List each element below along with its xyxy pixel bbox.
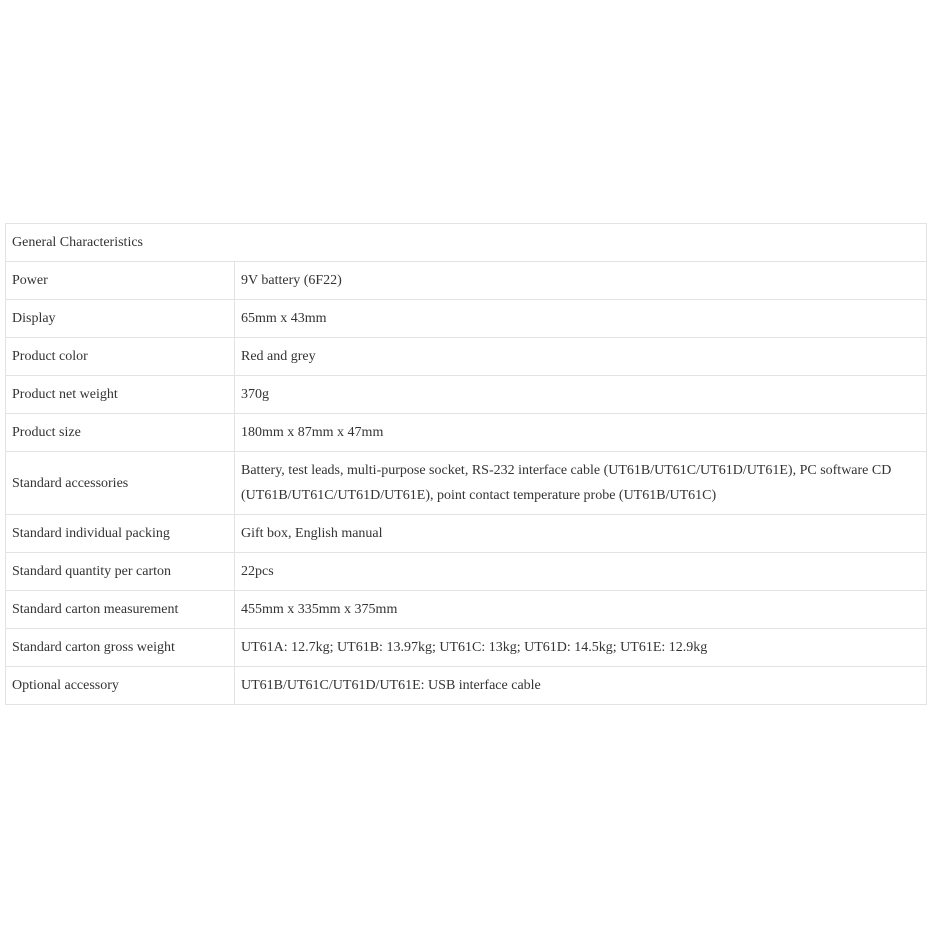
spec-label: Standard quantity per carton bbox=[6, 553, 235, 591]
table-row bbox=[6, 300, 927, 338]
spec-value: 180mm x 87mm x 47mm bbox=[235, 414, 927, 452]
table-row bbox=[6, 667, 927, 705]
spec-label: Standard accessories bbox=[6, 452, 235, 515]
spec-value: UT61B/UT61C/UT61D/UT61E: USB interface cable bbox=[235, 667, 927, 705]
table-row bbox=[6, 553, 927, 591]
spec-value: Red and grey bbox=[235, 338, 927, 376]
table-row bbox=[6, 591, 927, 629]
spec-label: Product size bbox=[6, 414, 235, 452]
table-row bbox=[6, 376, 927, 414]
spec-value: UT61A: 12.7kg; UT61B: 13.97kg; UT61C: 13kg; UT61D: 14.5kg; UT61E: 12.9kg bbox=[235, 629, 927, 667]
table-header: General Characteristics bbox=[6, 224, 927, 262]
spec-value: Battery, test leads, multi-purpose socket, RS-232 interface cable (UT61B/UT61C/UT61D/UT61E), PC software CD (UT61B/UT61C/UT61D/UT61E), point contact temperature probe (UT61B/UT61C) bbox=[235, 452, 927, 515]
spec-label: Product color bbox=[6, 338, 235, 376]
spec-value: 370g bbox=[235, 376, 927, 414]
spec-label: Power bbox=[6, 262, 235, 300]
spec-value: Gift box, English manual bbox=[235, 515, 927, 553]
table-row bbox=[6, 515, 927, 553]
spec-value: 65mm x 43mm bbox=[235, 300, 927, 338]
table-header-row bbox=[6, 224, 927, 262]
table-row bbox=[6, 338, 927, 376]
spec-table bbox=[5, 223, 927, 705]
spec-label: Standard carton gross weight bbox=[6, 629, 235, 667]
spec-label: Product net weight bbox=[6, 376, 235, 414]
table-row bbox=[6, 262, 927, 300]
spec-label: Display bbox=[6, 300, 235, 338]
table-row bbox=[6, 629, 927, 667]
spec-label: Standard individual packing bbox=[6, 515, 235, 553]
spec-value: 9V battery (6F22) bbox=[235, 262, 927, 300]
table-row bbox=[6, 452, 927, 515]
spec-value: 22pcs bbox=[235, 553, 927, 591]
table-row bbox=[6, 414, 927, 452]
spec-value: 455mm x 335mm x 375mm bbox=[235, 591, 927, 629]
spec-label: Optional accessory bbox=[6, 667, 235, 705]
spec-label: Standard carton measurement bbox=[6, 591, 235, 629]
